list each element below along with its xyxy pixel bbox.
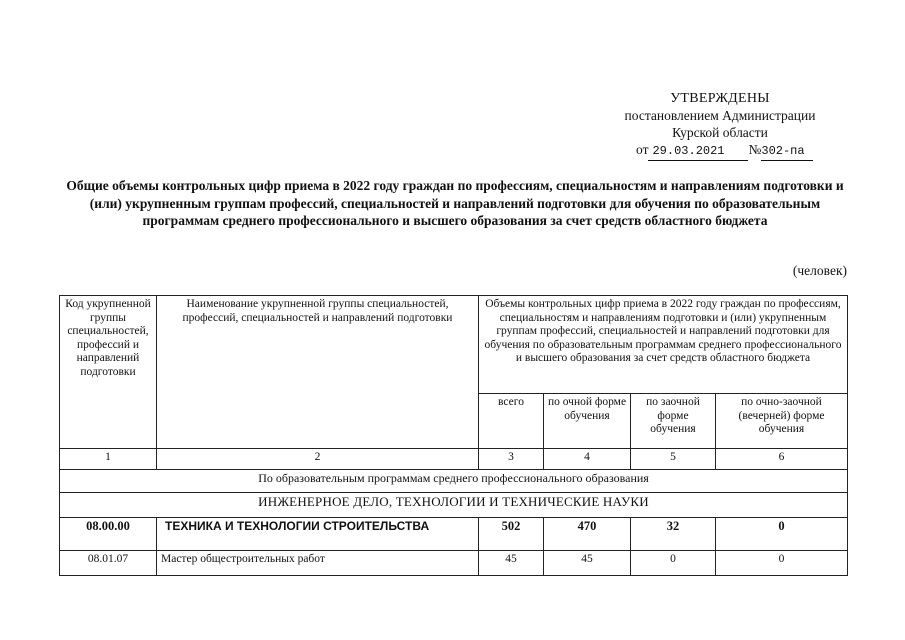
col-number-4: 4 <box>544 449 631 470</box>
approval-line-2: Курской области <box>672 125 768 140</box>
approval-stamp <box>560 90 880 161</box>
row-name: Мастер общестроительных работ <box>157 551 479 576</box>
unit-label: (человек) <box>792 263 847 278</box>
admission-table <box>59 295 848 576</box>
approval-line-1: постановлением Администрации <box>624 108 816 123</box>
header-volumes: Объемы контрольных цифр приема в 2022 году граждан по профессиям, специальностям и направлениям подготовки и (или) укрупненным группам профессий, специальностей и направлений подготовки для обучения по образовательным программам среднего профессионального и высшего образования за счет средств областного бюджета <box>479 296 848 394</box>
row-code: 08.01.07 <box>60 551 157 576</box>
col-number-6: 6 <box>716 449 848 470</box>
number-prefix: № <box>748 142 762 157</box>
col-number-5: 5 <box>631 449 716 470</box>
row-evening: 0 <box>716 518 848 551</box>
section-row-spo <box>60 470 848 493</box>
date-prefix: от <box>636 142 649 157</box>
column-number-row <box>60 449 848 470</box>
section-area: ИНЖЕНЕРНОЕ ДЕЛО, ТЕХНОЛОГИИ И ТЕХНИЧЕСКИЕ НАУКИ <box>60 493 848 518</box>
row-correspondence: 32 <box>631 518 716 551</box>
header-row <box>60 296 848 394</box>
section-spo: По образовательным программам среднего профессионального образования <box>60 470 848 493</box>
row-correspondence: 0 <box>631 551 716 576</box>
approval-date: 29.03.2021 <box>648 143 748 161</box>
row-total: 502 <box>479 518 544 551</box>
row-total: 45 <box>479 551 544 576</box>
approval-number: 302-па <box>761 143 813 161</box>
row-fulltime: 470 <box>544 518 631 551</box>
approval-date-line <box>560 141 880 161</box>
row-fulltime: 45 <box>544 551 631 576</box>
header-name: Наименование укрупненной группы специальностей, профессий, специальностей и направлений подготовки <box>157 296 479 449</box>
section-row-area <box>60 493 848 518</box>
row-evening: 0 <box>716 551 848 576</box>
header-correspondence: по заочной форме обучения <box>631 394 716 449</box>
table-row <box>60 518 848 551</box>
table-row <box>60 551 848 576</box>
row-name: ТЕХНИКА И ТЕХНОЛОГИИ СТРОИТЕЛЬСТВА <box>157 518 479 551</box>
approval-heading: УТВЕРЖДЕНЫ <box>670 91 770 106</box>
header-evening: по очно-заочной (вечерней) форме обучения <box>716 394 848 449</box>
header-code: Код укрупненной группы специальностей, профессий и направлений подготовки <box>60 296 157 449</box>
col-number-2: 2 <box>157 449 479 470</box>
col-number-3: 3 <box>479 449 544 470</box>
header-fulltime: по очной форме обучения <box>544 394 631 449</box>
header-total: всего <box>479 394 544 449</box>
row-code: 08.00.00 <box>60 518 157 551</box>
col-number-1: 1 <box>60 449 157 470</box>
document-title: Общие объемы контрольных цифр приема в 2022 году граждан по профессиям, специальностям и направлениям подготовки и (или) укрупненным группам профессий, специальностей и направлений подготовки для обучения по образовательным программам среднего профессионального и высшего образования за счет средств областного бюджета <box>66 178 844 228</box>
